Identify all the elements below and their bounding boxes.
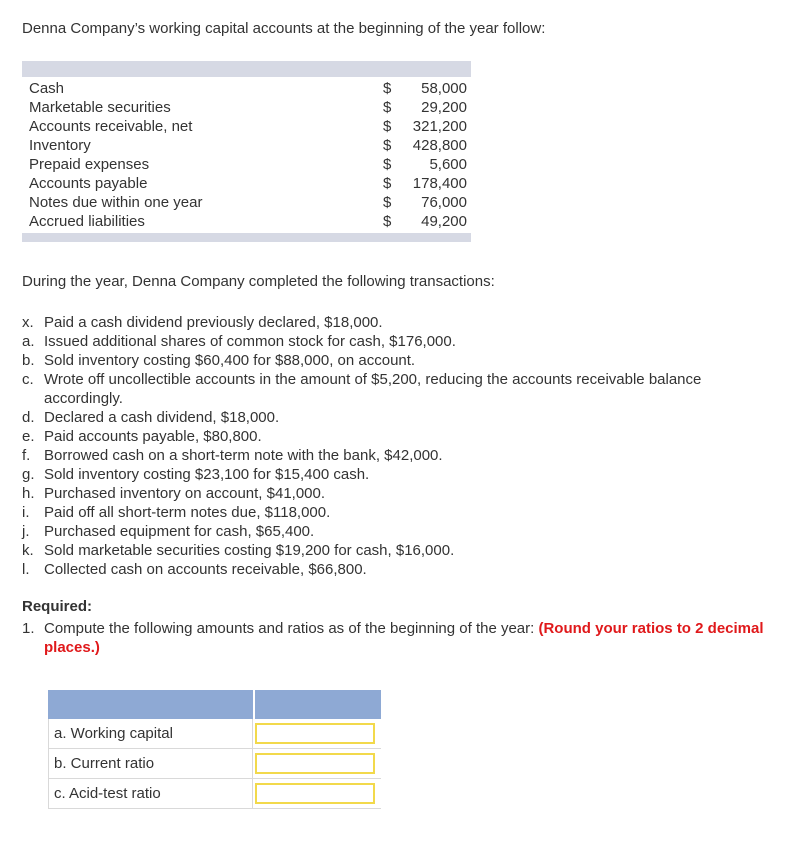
transaction-item <box>22 370 772 408</box>
dollar-sign: $ <box>383 99 392 116</box>
transaction-item <box>22 313 772 332</box>
account-name: Accounts payable <box>29 175 148 192</box>
transaction-text: Paid accounts payable, $80,800. <box>44 428 262 445</box>
account-name: Prepaid expenses <box>29 156 150 173</box>
transaction-text: Sold inventory costing $23,100 for $15,400 cash. <box>44 466 370 483</box>
transaction-text: Collected cash on accounts receivable, $66,800. <box>44 561 367 578</box>
account-row <box>22 193 471 212</box>
account-row <box>22 98 471 117</box>
transaction-text: Borrowed cash on a short-term note with the bank, $42,000. <box>44 447 443 464</box>
answer-cell <box>253 749 379 778</box>
transaction-item <box>22 484 772 503</box>
account-amount: 29,200 <box>421 99 467 116</box>
transaction-letter: d. <box>22 409 35 426</box>
transaction-letter: b. <box>22 352 35 369</box>
transaction-text: Paid a cash dividend previously declared, $18,000. <box>44 314 383 331</box>
answer-row-current-ratio <box>48 749 381 779</box>
transaction-text: Sold marketable securities costing $19,200 for cash, $16,000. <box>44 542 455 559</box>
dollar-sign: $ <box>383 213 392 230</box>
header-cell-label <box>48 690 255 719</box>
account-row <box>22 117 471 136</box>
dollar-sign: $ <box>383 118 392 135</box>
account-amount: 5,600 <box>429 156 467 173</box>
working-capital-accounts-table <box>22 61 471 242</box>
account-amount: 58,000 <box>421 80 467 97</box>
transaction-text: Paid off all short-term notes due, $118,000. <box>44 504 331 521</box>
answer-row-working-capital <box>48 719 381 749</box>
dollar-sign: $ <box>383 156 392 173</box>
account-amount: 428,800 <box>412 137 467 154</box>
answer-label: b. Current ratio <box>48 749 253 778</box>
transaction-item <box>22 351 772 370</box>
header-cell-value <box>255 690 381 719</box>
transaction-letter: c. <box>22 371 34 388</box>
answer-table <box>48 690 381 809</box>
dollar-sign: $ <box>383 194 392 211</box>
account-name: Cash <box>29 80 65 97</box>
transaction-item <box>22 560 772 579</box>
answer-row-acid-test-ratio <box>48 779 381 809</box>
answer-cell <box>253 779 379 808</box>
account-amount: 49,200 <box>421 213 467 230</box>
rounding-note: (Round your ratios to 2 decimal places.) <box>44 620 764 656</box>
transaction-text: Wrote off uncollectible accounts in the amount of $5,200, reducing the accounts receivable balance accordingly. <box>44 371 702 407</box>
transaction-item <box>22 465 772 484</box>
transaction-item <box>22 503 772 522</box>
account-row <box>22 136 471 155</box>
account-row <box>22 155 471 174</box>
transaction-text: Purchased equipment for cash, $65,400. <box>44 523 315 540</box>
account-name: Notes due within one year <box>29 194 203 211</box>
required-heading: Required: <box>22 598 93 615</box>
required-item-body <box>44 619 772 657</box>
transaction-item <box>22 332 772 351</box>
transaction-letter: g. <box>22 466 35 483</box>
transaction-item <box>22 427 772 446</box>
intro-text: Denna Company’s working capital accounts at the beginning of the year follow: <box>22 20 546 37</box>
transaction-letter: f. <box>22 447 31 464</box>
transaction-list <box>22 313 772 579</box>
required-item-number: 1. <box>22 620 35 637</box>
transaction-letter: k. <box>22 542 34 559</box>
transactions-intro: During the year, Denna Company completed the following transactions: <box>22 273 495 290</box>
transaction-text: Declared a cash dividend, $18,000. <box>44 409 280 426</box>
answer-table-header <box>48 690 381 719</box>
account-name: Marketable securities <box>29 99 171 116</box>
transaction-text: Sold inventory costing $60,400 for $88,000, on account. <box>44 352 416 369</box>
transaction-letter: i. <box>22 504 30 521</box>
account-name: Inventory <box>29 137 91 154</box>
working-capital-input[interactable] <box>255 723 375 744</box>
transaction-text: Purchased inventory on account, $41,000. <box>44 485 326 502</box>
account-row <box>22 79 471 98</box>
transaction-letter: x. <box>22 314 34 331</box>
transaction-letter: j. <box>22 523 30 540</box>
answer-label: c. Acid-test ratio <box>48 779 253 808</box>
dollar-sign: $ <box>383 175 392 192</box>
account-amount: 76,000 <box>421 194 467 211</box>
transaction-item <box>22 446 772 465</box>
account-row <box>22 174 471 193</box>
transaction-letter: h. <box>22 485 35 502</box>
account-row <box>22 212 471 231</box>
transaction-text: Issued additional shares of common stock for cash, $176,000. <box>44 333 456 350</box>
dollar-sign: $ <box>383 80 392 97</box>
required-item-text: Compute the following amounts and ratios as of the beginning of the year: <box>44 620 539 637</box>
transaction-letter: l. <box>22 561 30 578</box>
transaction-item <box>22 408 772 427</box>
account-amount: 321,200 <box>412 118 467 135</box>
answer-label: a. Working capital <box>48 719 253 748</box>
account-amount: 178,400 <box>412 175 467 192</box>
transaction-letter: a. <box>22 333 35 350</box>
transaction-item <box>22 522 772 541</box>
account-name: Accrued liabilities <box>29 213 145 230</box>
acid-test-ratio-input[interactable] <box>255 783 375 804</box>
transaction-letter: e. <box>22 428 35 445</box>
answer-cell <box>253 719 379 748</box>
current-ratio-input[interactable] <box>255 753 375 774</box>
account-name: Accounts receivable, net <box>29 118 193 135</box>
dollar-sign: $ <box>383 137 392 154</box>
required-item <box>22 619 772 657</box>
transaction-item <box>22 541 772 560</box>
